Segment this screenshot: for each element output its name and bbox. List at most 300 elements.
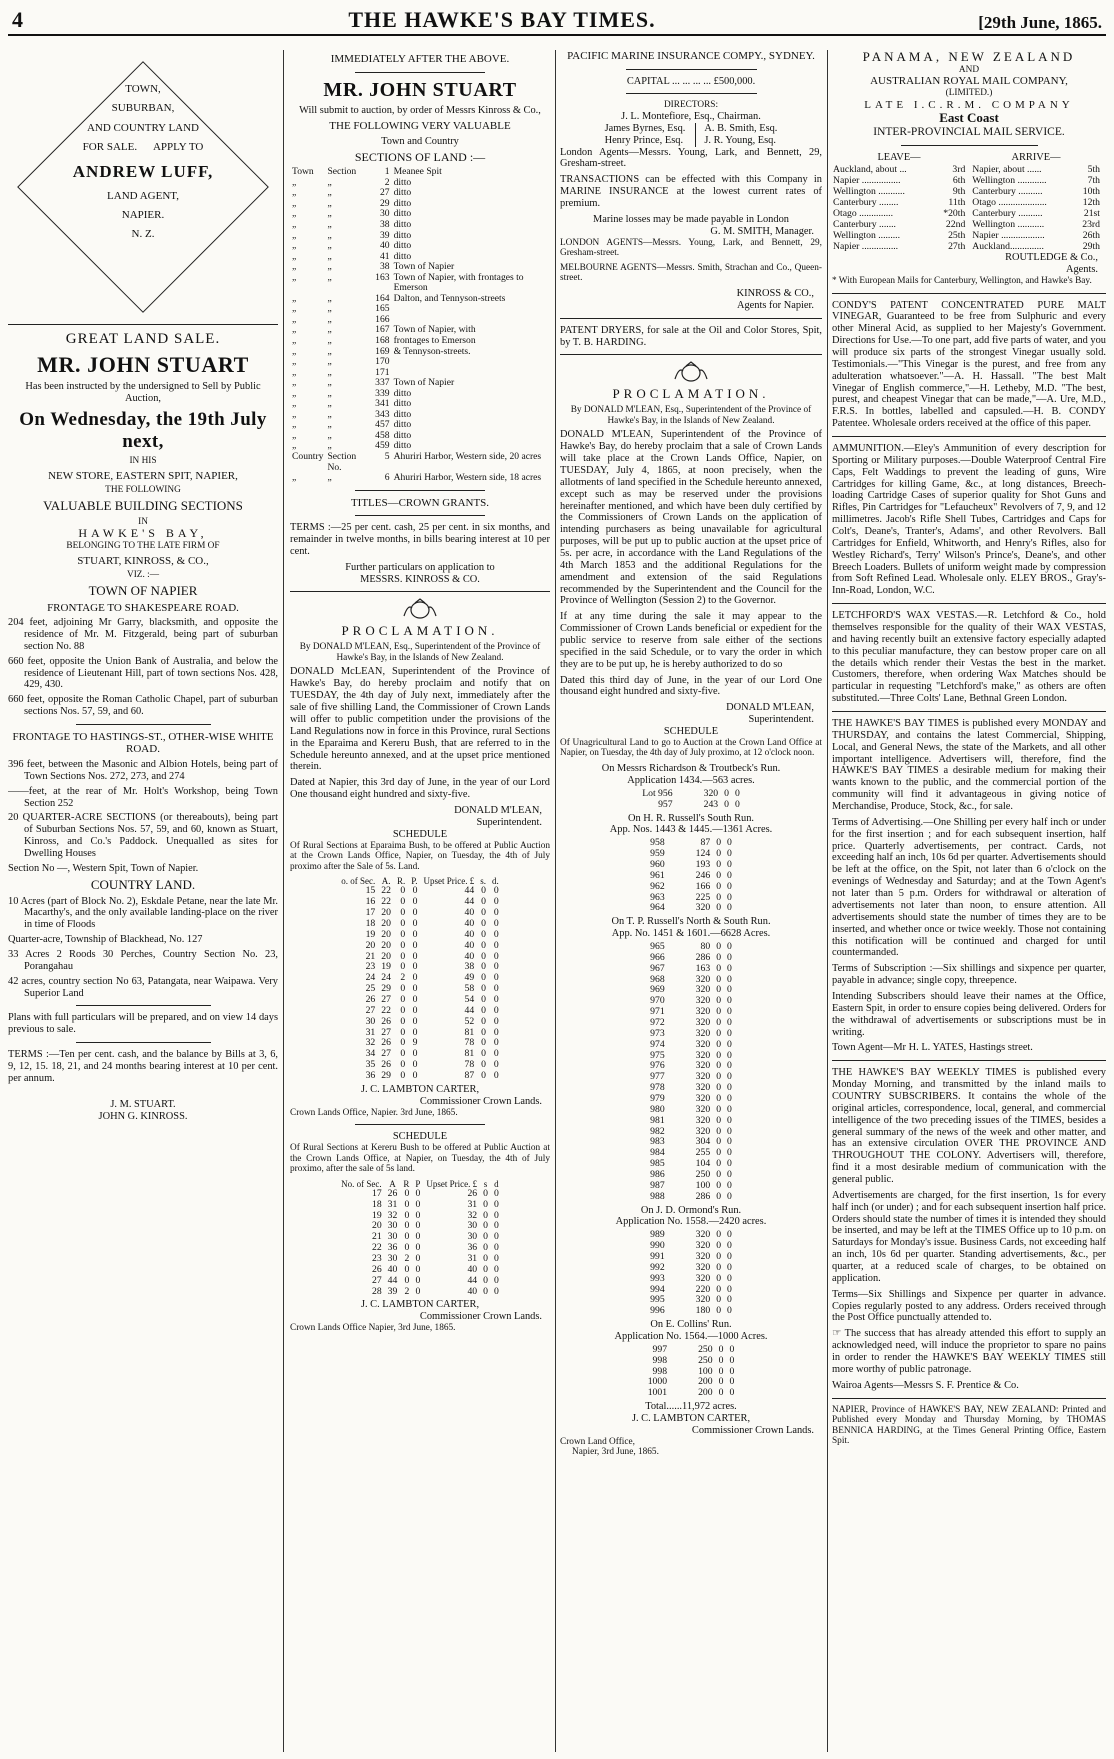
table-cell: 0: [493, 1187, 499, 1199]
divider: [832, 1060, 1106, 1061]
run-heading: On E. Collins' Run.: [650, 1319, 732, 1331]
table-cell: 32: [467, 1209, 478, 1221]
capital-line: CAPITAL ... ... ... ... £500,000.: [626, 75, 756, 87]
table-cell: 24: [381, 972, 391, 984]
table-cell: 0: [727, 1125, 732, 1137]
table-cell: 30: [379, 208, 390, 220]
table-row: [290, 473, 550, 484]
table-cell: 0: [415, 1263, 421, 1275]
table-cell: „: [292, 408, 297, 420]
subheading: TOWN OF NAPIER: [88, 582, 198, 598]
table-cell: Napier ...............: [833, 241, 899, 253]
column-rule: [827, 50, 828, 1752]
great-land-sale-advert: [8, 331, 278, 1122]
table-row: [832, 186, 1106, 197]
table-cell: 246: [695, 869, 711, 881]
sale-date: On Wednesday, the 19th July next,: [19, 408, 267, 452]
table-row: [338, 930, 501, 941]
table-cell: 0: [481, 1004, 486, 1016]
table-cell: 171: [375, 366, 390, 378]
table-cell: 0: [483, 1242, 488, 1254]
table-cell: 40: [464, 939, 475, 951]
condy-vinegar-advert: CONDY'S PATENT CONCENTRATED PURE MALT VINEGAR, Guaranteed to be free from Sulphuric and every other Mineral Acid, as supplied to her Majesty's Government. Directions for Use.—To one part, add five parts of water, and you will produce six parts of the strongest Vinegar usually sold. Testimonials.—"This Vinegar is the purest, and free from any adulteration whatsoever."—A. H. Hassall. "The best Malt Vinegar of English commerce,"—H. Letheby, M.D. "The best, purest, and cheapest Vinegar that can be made,"—A. Ure, M.D., F.R.S. In bottles, labelled and capsuled.—H. B. CONDY Patentee. Wholesale orders received at the office of this paper.: [832, 299, 1106, 430]
table-header: s.: [480, 876, 486, 887]
proclamation-body: DONALD McLEAN, Superintendent of the Province of Hawke's Bay, do hereby proclaim and notify that on TUESDAY, the 4th day of July next, immediately after the sale of five shilling Land, the Commissioner of Crown Lands will offer to public competition under the provisions of the Land Regulations now in force in this Province, rural Sections in the Eparaima and Kereru Bush, that are referred to in the Schedule hereunto annexed, and at the upset price mentioned therein.: [290, 666, 550, 773]
signature-title: Commissioner Crown Lands.: [419, 1311, 542, 1323]
diamond-line: LAND AGENT,: [107, 189, 179, 202]
agent-signature: KINROSS & CO.,: [736, 287, 814, 299]
table-cell: ditto: [393, 208, 412, 220]
divider: [355, 515, 485, 516]
times-advertising-terms: Terms of Advertising.—One Shilling per every half inch or under for the first insertion ; and for each subsequent insertion, half price. Quarterly advertisements, per contract. Cards, not exceeding half an inch, 10s 6d per quarter. Advertisements should be left at the office, on the Spit, not later than 6 o'clock on the evenings of Wednesday and Saturday; and at the Town Agent's not later than 5 p.m. Orders for withdrawal or alteration of advertisements not later than noon, to ensure attention. All advertisements should state the number of times they are to be inserted, and whether once or twice weekly. Those not containing this notification will be continued and charged for until countermanded.: [832, 816, 1106, 959]
table-cell: 989: [650, 1229, 665, 1241]
table-cell: „: [292, 208, 297, 220]
advert-line: Has been instructed by the undersigned to Sell by Public Auction,: [25, 381, 261, 405]
table-cell: 30: [467, 1220, 478, 1232]
table-cell: 0: [412, 917, 418, 929]
divider: [626, 93, 757, 94]
table-cell: 87: [700, 837, 711, 849]
table-cell: „: [292, 250, 297, 262]
table-cell: 958: [650, 837, 665, 849]
table-row: [645, 1388, 738, 1399]
list-item: 204 feet, adjoining Mr Garry, blacksmith, and opposite the residence of Mr. M. Fitzgerald, being part of suburban section No. 88: [8, 617, 278, 652]
table-row: [290, 452, 550, 473]
table-cell: 24: [365, 972, 376, 984]
times-notice: THE HAWKE'S BAY TIMES is published every MONDAY and THURSDAY, and contains the latest Commercial, Shipping, Local, and General News, the state of the Markets, and all other important intelligence. Advertisers will, therefore, find the HAWKE'S BAY TIMES a desirable medium for making their wants known to the public, and the commercial portion of the community will find it advantageous in giving notice of Merchandise, Produce, Stock, &c., for sale.: [832, 718, 1106, 813]
table-cell: 16: [365, 896, 376, 908]
table-cell: 6th: [952, 174, 966, 186]
times-subscription: Terms of Subscription :—Six shillings and sixpence per quarter, payable in advance; single copy, threepence.: [832, 963, 1106, 987]
table-cell: 0: [716, 984, 722, 996]
signature: J. C. LAMBTON CARTER,: [631, 1413, 751, 1425]
table-cell: 978: [650, 1082, 665, 1094]
table-cell: „: [327, 229, 332, 241]
table-cell: 0: [404, 1198, 410, 1210]
table-cell: „: [292, 419, 297, 431]
table-cell: 0: [716, 1060, 722, 1072]
table-cell: 0: [727, 995, 732, 1007]
table-cell: 968: [650, 973, 665, 985]
table-cell: 0: [493, 1220, 499, 1232]
table-cell: 987: [650, 1179, 665, 1191]
eparaima-schedule-table: [338, 876, 501, 1082]
table-header: o. of Sec.: [341, 876, 376, 887]
advert-line: (LIMITED.): [945, 87, 993, 98]
table-cell: Town of Napier: [393, 261, 455, 273]
table-cell: 0: [716, 1251, 722, 1263]
proclamation-by: By DONALD M'LEAN, Esq., Superintendent of the Province of Hawke's Bay, in the Islands of New Zealand.: [299, 642, 541, 663]
table-cell: 26: [381, 1015, 391, 1027]
table-cell: 0: [412, 1069, 418, 1081]
table-cell: 996: [650, 1305, 665, 1317]
table-cell: 1001: [647, 1387, 668, 1399]
table-cell: 965: [650, 940, 665, 952]
table-cell: [392, 357, 550, 368]
table-cell: frontages to Emerson: [393, 335, 476, 346]
table-cell: 0: [481, 928, 486, 940]
table-cell: 0: [727, 1082, 732, 1094]
table-cell: 40: [467, 1285, 478, 1297]
table-cell: 0: [716, 848, 722, 860]
table-cell: 30: [467, 1231, 478, 1243]
table-header: Upset Price. £: [423, 876, 475, 887]
table-cell: ditto: [393, 176, 412, 188]
table-cell: 9: [412, 1037, 418, 1049]
signature-title: Superintendent.: [748, 714, 814, 726]
table-cell: 5th: [1087, 163, 1100, 175]
advert-line: THE FOLLOWING VERY VALUABLE: [329, 120, 511, 133]
table-cell: 0: [716, 880, 722, 892]
table-cell: „: [292, 292, 297, 304]
table-cell: „: [327, 356, 332, 368]
table-cell: 20: [381, 950, 391, 962]
eley-ammunition-advert: AMMUNITION.—Eley's Ammunition of every description for Sporting or Military purposes.—Double Waterproof Central Fire Caps, Felt Waddings to prevent the leading of guns, Wire Cartridges for killing Game, &c., at long distances, Breech-loading Cartridge Cases of superior quality for Shot Guns and Rifles, Pin Cartridges for "Lefaucheux" Revolvers of 7, 9, and 12 millimetres. Jacob's Rifle Shell Tubes, Cartridges and Caps for Colt's, Deane's, Tranter's, Adams', and other Revolvers. Ball Cartridges for Enfield, Whitworth, and Henry's Rifles, also for Westley Richard's, Terry' Wilson's Prince's, Deane's, and other Breech Loaders. Bullets of uniform weight made by compression from Soft Refined Lead. Wholesale only. ELEY BROS., Gray's-Inn-Road, London, W.C.: [832, 442, 1106, 597]
weekly-times-notice: THE HAWKE'S BAY WEEKLY TIMES is published every Monday Morning, and transmitted by the inland mails to COUNTRY SUBSCRIBERS. It contains the whole of the original articles, correspondence, local, general, and commercial intelligence of the two preceding issues of the TIMES, besides a general summary of the news of the week and other matter, and has an extensive circulation OVER THE PROVINCE AND THROUGHOUT THE COLONY. Advertisers will, therefore, find it a most desirable medium of communication with the general public.: [832, 1067, 1106, 1185]
table-cell: 0: [481, 1069, 486, 1081]
weekly-times-terms: Terms—Six Shillings and Sixpence per quarter in advance. Copies regularly posted to any address. Orders received through the Post Office punctually attended to.: [832, 1288, 1106, 1324]
table-cell: 36: [467, 1242, 478, 1254]
melbourne-agents: MELBOURNE AGENTS—Messrs. Smith, Strachan and Co., Queen-street.: [560, 262, 822, 284]
advert-line: STUART, KINROSS, & CO.,: [77, 554, 209, 567]
table-cell: „: [292, 472, 297, 484]
table-cell: 0: [493, 1242, 499, 1254]
table-cell: 19: [371, 1209, 382, 1221]
advert-heading: IMMEDIATELY AFTER THE ABOVE.: [330, 53, 510, 65]
lots-table: [639, 789, 743, 811]
table-cell: 78: [464, 1059, 475, 1071]
table-header: A.: [381, 876, 391, 887]
run-heading: On J. D. Ormond's Run.: [640, 1204, 742, 1216]
table-cell: 320: [695, 1082, 711, 1094]
table-cell: ditto: [393, 250, 412, 262]
table-cell: ditto: [393, 187, 412, 199]
divider: [355, 490, 485, 491]
table-row: [639, 789, 743, 800]
table-cell: 80: [700, 940, 711, 952]
table-cell: 0: [415, 1209, 421, 1221]
table-cell: & Tennyson-streets.: [393, 345, 471, 357]
table-cell: 998: [652, 1354, 668, 1366]
table-cell: 0: [412, 1004, 418, 1016]
table-cell: 40: [464, 928, 475, 940]
table-cell: 0: [412, 896, 418, 908]
table-cell: 2: [400, 972, 406, 984]
table-cell: 2: [384, 176, 390, 188]
advert-line: VIZ. :—: [126, 570, 160, 581]
table-cell: 25th: [948, 230, 966, 242]
table-cell: 0: [727, 837, 732, 849]
table-cell: 0: [716, 1179, 722, 1191]
table-cell: 337: [375, 377, 390, 389]
table-cell: 0: [727, 1283, 732, 1295]
table-cell: 0: [400, 993, 406, 1005]
table-header: R.: [396, 876, 406, 887]
table-cell: 0: [483, 1263, 488, 1275]
table-cell: 0: [727, 1049, 732, 1061]
schedule-total: Total......11,972 acres.: [645, 1401, 737, 1413]
table-cell: 0: [412, 1015, 418, 1027]
table-cell: „: [292, 271, 297, 283]
table-cell: 0: [415, 1242, 421, 1254]
agent-signature: ROUTLEDGE & Co.,: [1005, 252, 1098, 264]
table-cell: „: [292, 356, 297, 368]
divider: [560, 354, 822, 355]
table-cell: Napier ................: [833, 174, 901, 186]
table-cell: 26: [365, 993, 376, 1005]
table-cell: 0: [716, 951, 722, 963]
signature-title: Commissioner Crown Lands.: [691, 1424, 814, 1436]
table-cell: 0: [412, 993, 418, 1005]
table-cell: 983: [650, 1136, 665, 1148]
table-cell: 0: [412, 961, 418, 973]
table-cell: 985: [650, 1158, 665, 1170]
table-cell: 0: [718, 1376, 724, 1388]
table-cell: 0: [412, 972, 418, 984]
table-cell: 0: [481, 1015, 486, 1027]
table-cell: 22: [381, 885, 391, 897]
table-cell: 0: [716, 1272, 722, 1284]
table-cell: „: [327, 335, 332, 346]
table-row: [338, 1243, 502, 1254]
office-line: Crown Land Office,: [560, 1436, 635, 1447]
table-cell: 980: [650, 1103, 665, 1115]
table-cell: 320: [695, 1240, 711, 1252]
table-cell: 1000: [647, 1376, 668, 1388]
table-cell: 27th: [948, 241, 966, 253]
table-cell: 970: [650, 995, 665, 1007]
andrew-luff-advert: [12, 56, 274, 318]
table-cell: 0: [727, 1147, 732, 1159]
table-cell: 0: [483, 1231, 488, 1243]
table-cell: 997: [652, 1343, 668, 1355]
table-row: [338, 1028, 501, 1039]
table-cell: 0: [483, 1209, 488, 1221]
proclamation-dated: Dated at Napier, this 3rd day of June, in the year of our Lord One thousand eight hundred and sixty-five.: [290, 777, 550, 801]
table-cell: 20: [381, 917, 391, 929]
table-row: [338, 908, 501, 919]
table-cell: 0: [716, 973, 722, 985]
table-cell: 0: [716, 1261, 722, 1273]
table-cell: 12th: [1082, 196, 1100, 208]
application-heading: Application No. 1564.—1000 Acres.: [614, 1331, 768, 1343]
table-row: [832, 241, 1106, 252]
subheading: FRONTAGE TO HASTINGS-ST., OTHER-WISE WHITE ROAD.: [12, 730, 274, 756]
table-cell: 320: [695, 1103, 711, 1115]
table-row: [338, 1276, 502, 1287]
table-row: [832, 219, 1106, 230]
column-rule: [555, 50, 556, 1752]
office-date: Napier, 3rd June, 1865.: [572, 1447, 659, 1458]
run-heading: On Messrs Richardson & Troutbeck's Run.: [601, 763, 781, 775]
table-cell: 0: [415, 1274, 421, 1286]
table-cell: 78: [464, 1037, 475, 1049]
mail-note: * With European Mails for Canterbury, Wellington, and Hawke's Bay.: [832, 275, 1092, 286]
subheading: COUNTRY LAND.: [90, 876, 196, 892]
table-cell: 984: [650, 1147, 665, 1159]
table-header: s: [483, 1178, 488, 1189]
column-2: [290, 50, 550, 1752]
table-cell: 124: [695, 848, 711, 860]
leave-header: LEAVE—: [877, 151, 921, 163]
diamond-line: SUBURBAN,: [111, 102, 175, 115]
table-cell: 0: [404, 1220, 410, 1232]
table-cell: 166: [695, 880, 711, 892]
table-cell: 320: [695, 1125, 711, 1137]
table-cell: Canterbury ..........: [972, 208, 1043, 220]
table-cell: [392, 304, 550, 315]
table-cell: 20: [381, 939, 391, 951]
table-cell: ditto: [393, 408, 412, 420]
table-cell: 40: [464, 907, 475, 919]
table-cell: 0: [483, 1253, 488, 1265]
table-cell: „: [292, 303, 297, 315]
table-cell: ditto: [393, 398, 412, 410]
table-cell: 29: [381, 1069, 391, 1081]
table-row: [290, 336, 550, 347]
table-cell: 0: [400, 1026, 406, 1038]
advert-line: Further particulars on application to: [345, 561, 495, 573]
table-cell: 0: [412, 1026, 418, 1038]
table-cell: 19: [365, 928, 376, 940]
auctioneer-name: MR. JOHN STUART: [323, 78, 517, 101]
directors-list: [560, 123, 822, 147]
table-cell: 0: [412, 1059, 418, 1071]
table-row: [647, 964, 735, 975]
divider: [76, 1042, 211, 1043]
table-cell: 0: [727, 1136, 732, 1148]
table-row: [338, 897, 501, 908]
table-cell: 320: [695, 1092, 711, 1104]
table-cell: 0: [727, 880, 732, 892]
table-cell: 0: [727, 1027, 732, 1039]
table-cell: 341: [375, 398, 390, 410]
list-item: Quarter-acre, Township of Blackhead, No. 127: [8, 934, 203, 946]
table-cell: 0: [415, 1220, 421, 1232]
signature: DONALD M'LEAN,: [454, 804, 542, 816]
weekly-times-rates: Advertisements are charged, for the first insertion, 1s for every half inch (or under) ; and for each subsequent insertion half price. Orders should state the number of times it is intended they should be inserted, and may be left at the TIMES Office up to 10 p.m. on Saturdays for Monday's issue. Business Cards, not exceeding half an inch, 10s 6d per quarter. Standing advertisements, &c., per quarter, at a reduced scale of charges, to be obtained on application.: [832, 1189, 1106, 1284]
advert-heading: PANAMA, NEW ZEALAND: [862, 50, 1076, 64]
table-cell: 0: [716, 1016, 722, 1028]
table-row: [832, 175, 1106, 186]
table-cell: 0: [415, 1231, 421, 1243]
proclamation-by: By DONALD M'LEAN, Esq., Superintendent of the Province of Hawke's Bay, in the Islands of New Zealand.: [570, 405, 812, 426]
table-cell: 0: [483, 1285, 488, 1297]
table-cell: 0: [727, 869, 732, 881]
column-rule: [283, 50, 284, 1752]
table-cell: Dalton, and Tennyson-streets: [393, 292, 506, 304]
table-cell: 32: [365, 1037, 376, 1049]
table-row: [290, 273, 550, 294]
table-cell: 0: [483, 1187, 488, 1199]
table-cell: 30: [387, 1220, 398, 1232]
agent-name: ANDREW LUFF,: [72, 162, 214, 181]
table-row: [338, 973, 501, 984]
marine-losses: Marine losses may be made payable in London: [593, 213, 789, 225]
table-cell: 0: [400, 961, 406, 973]
schedule-title: SCHEDULE: [392, 828, 448, 840]
table-cell: 0: [404, 1231, 410, 1243]
divider: [560, 318, 822, 319]
advert-line: East Coast: [939, 110, 999, 126]
table-cell: 22: [381, 1004, 391, 1016]
table-cell: 31: [387, 1198, 398, 1210]
table-header-row: [338, 1179, 502, 1189]
table-cell: 23rd: [1082, 219, 1100, 231]
table-cell: 0: [493, 896, 499, 908]
table-row: [338, 1038, 501, 1049]
table-cell: 22: [381, 896, 391, 908]
table-cell: Country: [292, 451, 324, 463]
table-row: [338, 1189, 502, 1200]
times-subscribers: Intending Subscribers should leave their names at the Office, Eastern Spit, in order to ensure copies being delivered. Orders for the withdrawal of advertisements or subscriptions must be in writing.: [832, 990, 1106, 1038]
table-cell: 962: [650, 880, 665, 892]
table-cell: 58: [464, 983, 475, 995]
list-item: 660 feet, opposite the Roman Catholic Chapel, part of suburban sections Nos. 57, 59, and 60.: [8, 694, 278, 718]
table-cell: „: [327, 250, 332, 262]
table-cell: 6: [384, 472, 390, 484]
table-cell: 180: [695, 1305, 711, 1317]
table-cell: 0: [716, 1027, 722, 1039]
column-4: [832, 50, 1106, 1752]
diamond-line: TOWN,: [125, 83, 161, 95]
table-cell: 100: [698, 1365, 713, 1377]
table-cell: 961: [650, 869, 665, 881]
column-1: [8, 50, 278, 1752]
table-cell: 255: [695, 1147, 711, 1159]
table-cell: Otago ..............: [833, 208, 894, 220]
divider: [901, 145, 1038, 146]
table-cell: 40: [467, 1263, 478, 1275]
table-cell: „: [292, 377, 297, 389]
table-cell: 44: [464, 1004, 475, 1016]
table-cell: 0: [483, 1198, 488, 1210]
divider: [355, 72, 485, 73]
table-cell: 0: [493, 950, 499, 962]
table-cell: 100: [695, 1179, 711, 1191]
table-cell: 169: [375, 345, 390, 357]
table-cell: 0: [404, 1209, 410, 1221]
table-cell: 0: [727, 951, 732, 963]
application-heading: Application No. 1558.—2420 acres.: [615, 1216, 767, 1228]
table-row: [647, 1192, 735, 1203]
table-cell: 0: [481, 1037, 486, 1049]
table-row: [338, 1232, 502, 1243]
table-cell: 32: [387, 1209, 398, 1221]
table-cell: 0: [716, 902, 722, 914]
table-cell: 0: [493, 1231, 499, 1243]
divider: [290, 591, 550, 592]
table-cell: 0: [716, 940, 722, 952]
table-cell: 0: [493, 1198, 499, 1210]
transactions-text: TRANSACTIONS can be effected with this Company in MARINE INSURANCE at the lowest current rates of premium.: [560, 174, 822, 209]
table-cell: 31: [365, 1026, 376, 1038]
table-cell: 27: [381, 1048, 391, 1060]
table-cell: 320: [695, 1229, 711, 1241]
signature: DONALD M'LEAN,: [726, 702, 814, 714]
table-cell: 0: [493, 928, 499, 940]
arrive-header: ARRIVE—: [1011, 151, 1061, 163]
table-cell: 250: [698, 1343, 713, 1355]
table-cell: 27: [381, 1026, 391, 1038]
table-cell: Town of Napier: [393, 377, 455, 389]
table-cell: 170: [375, 356, 390, 368]
table-cell: 0: [734, 798, 740, 810]
table-cell: 975: [650, 1049, 665, 1061]
schedule-intro: Of Unagricultural Land to go to Auction at the Crown Land Office at Napier, on Tuesday, the 4th day of July proximo, at 12 o'clock noon.: [560, 737, 822, 759]
directors-heading: DIRECTORS:: [663, 100, 719, 111]
table-row: [338, 1254, 502, 1265]
